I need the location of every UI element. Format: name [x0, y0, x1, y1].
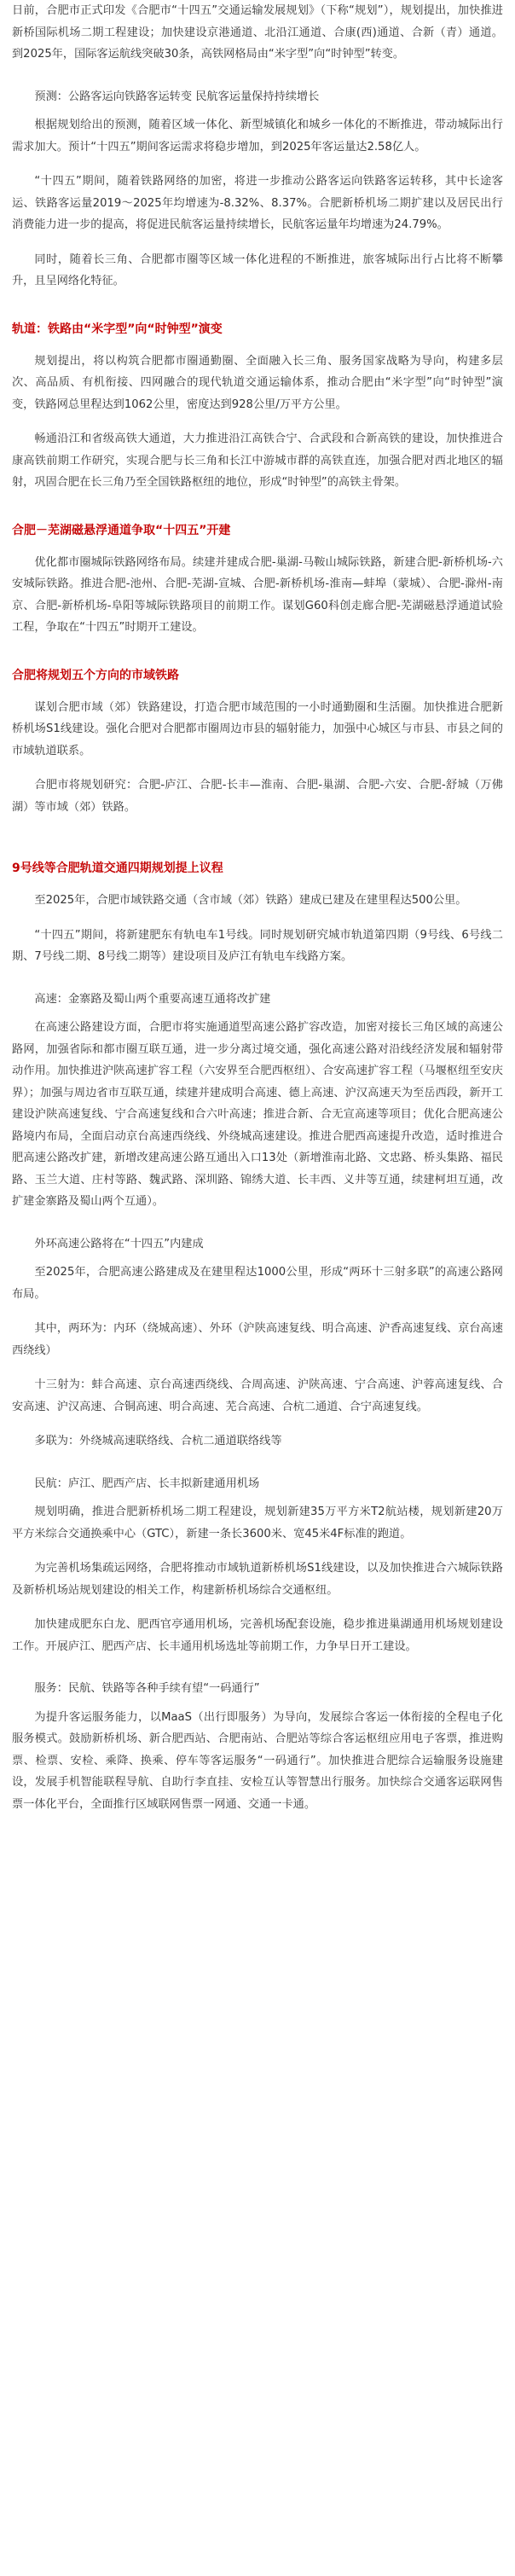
body-paragraph: 同时，随着长三角、合肥都市圈等区域一体化进程的不断推进，旅客城际出行占比将不断攀升，且呈网络化特征。	[12, 252, 503, 287]
section-heading: 服务：民航、铁路等各种手续有望“一码通行”	[34, 1682, 260, 1695]
body-paragraph: 规划提出，将以构筑合肥都市圈通勤圈、全面融入长三角、服务国家战略为导向，构建多层次、高品质、有机衔接、四网融合的现代轨道交通运输体系，推动合肥由“米字型”向“时钟型”演变，铁路网总里程达到1062公里，密度达到928公里/万平方公里。	[12, 354, 503, 411]
body-paragraph: 多联为：外绕城高速联络线、合杭二通道联络线等	[34, 1435, 282, 1448]
body-paragraph: 其中，两环为：内环（绕城高速）、外环（沪陕高速复线、明合高速、沪香高速复线、京台高速西绕线）	[12, 1322, 503, 1357]
section-heading-red: 轨道：铁路由“米字型”向“时钟型”演变	[12, 322, 223, 336]
body-paragraph: 为完善机场集疏运网络，合肥将推动市域轨道新桥机场S1线建设，以及加快推进合六城际铁路及新桥机场站规划建设的相关工作，构建新桥机场综合交通枢纽。	[12, 1562, 503, 1597]
section-heading: 外环高速公路将在“十四五”内建成	[34, 1237, 204, 1250]
section-heading: 民航：庐江、肥西产店、长丰拟新建通用机场	[34, 1477, 260, 1490]
body-paragraph: 优化都市圈城际铁路网络布局。续建并建成合肥-巢湖-马鞍山城际铁路，新建合肥-新桥机场-六安城际铁路。推进合肥-池州、合肥-芜湖-宣城、合肥-新桥机场-淮南—蚌埠（蒙城）、合肥-滁州-南京、合肥-新桥机场-阜阳等城际铁路项目的前期工作。谋划G60科创走廊合肥-芜湖磁悬浮通道试验工程，争取在“十四五”时期开工建设。	[12, 555, 503, 634]
section-heading-red: 9号线等合肥轨道交通四期规划提上议程	[12, 862, 223, 875]
body-paragraph: 加快建成肥东白龙、肥西官亭通用机场，完善机场配套设施，稳步推进巢湖通用机场规划建设工作。开展庐江、肥西产店、长丰通用机场选址等前期工作，力争早日开工建设。	[12, 1618, 503, 1653]
body-paragraph: 在高速公路建设方面，合肥市将实施通道型高速公路扩容改造，加密对接长三角区域的高速公路网，加强省际和都市圈互联互通，进一步分离过境交通，强化高速公路对沿线经济发展和辐射带动作用。加快推进沪陕高速扩容工程（六安界至合肥西枢纽）、合安高速扩容工程（马堰枢纽至安庆界）；加强与周边省市互联互通，续建并建成明合高速、德上高速、沪汉高速天为至岳西段，新开工建设沪陕高速复线、宁合高速复线和合六叶高速；推进合新、合无宣高速等项目；优化合肥高速公路境内布局，全面启动京台高速西绕线、外绕城高速建设。推进合肥西高速提升改造，适时推进合肥高速公路改扩建，新增改建高速公路互通出入口13处（新增淮南北路、文忠路、桥头集路、福民路、玉兰大道、庄村等路、魏武路、深圳路、锦绣大道、长丰西、义井等互通，续建柯坦互通，改扩建金寨路及蜀山两个互通）。	[12, 1021, 503, 1208]
body-paragraph: 谋划合肥市域（郊）铁路建设，打造合肥市域范围的一小时通勤圈和生活圈。加快推进合肥新桥机场S1线建设。强化合肥对合肥都市圈周边市县的辐射能力，加强中心城区与市县、市县之间的市域轨道联系。	[12, 700, 503, 757]
body-paragraph: 至2025年，合肥市域铁路交通（含市域（郊）铁路）建成已建及在建里程达500公里。	[34, 894, 467, 907]
body-paragraph: 合肥市将规划研究：合肥-庐江、合肥-长丰—淮南、合肥-巢湖、合肥-六安、合肥-舒城（万佛湖）等市域（郊）铁路。	[12, 779, 503, 814]
section-heading-red: 合肥将规划五个方向的市域铁路	[12, 668, 179, 682]
body-paragraph: “十四五”期间，随着铁路网络的加密，将进一步推动公路客运向铁路客运转移，其中长途客运、铁路客运量2019～2025年均增速为-8.32%、8.37%。合肥新桥机场二期扩建以及居民出行消费能力进一步的提高，将促进民航客运量持续增长，民航客运量年均增速为24.79%。	[12, 175, 503, 231]
body-paragraph: 根据规划给出的预测，随着区域一体化、新型城镇化和城乡一体化的不断推进，带动城际出行需求加大。预计“十四五”期间客运需求将稳步增加，到2025年客运量达2.58亿人。	[12, 119, 503, 154]
section-heading-red: 合肥－芜湖磁悬浮通道争取“十四五”开建	[12, 523, 231, 537]
section-heading: 高速：金寨路及蜀山两个重要高速互通将改扩建	[34, 992, 271, 1006]
body-paragraph: 十三射为：蚌合高速、京台高速西绕线、合周高速、沪陕高速、宁合高速、沪蓉高速复线、合安高速、沪汉高速、合铜高速、明合高速、芜合高速、合杭二通道、合宁高速复线。	[12, 1378, 503, 1413]
section-heading: 预测：公路客运向铁路客运转变 民航客运量保持持续增长	[34, 90, 320, 103]
body-paragraph: “十四五”期间，将新建肥东有轨电车1号线。同时规划研究城市轨道第四期（9号线、6号线二期、7号线二期、8号线二期等）建设项目及庐江有轨电车线路方案。	[12, 928, 503, 963]
body-paragraph: 为提升客运服务能力，以MaaS（出行即服务）为导向，发展综合客运一体衔接的全程电子化服务模式。鼓励新桥机场、新合肥西站、合肥南站、合肥站等综合客运枢纽应用电子客票，推进购票、检票、安检、乘降、换乘、停车等客运服务“一码通行”。加快推进合肥综合运输服务设施建设，发展手机智能联程导航、自助行李直挂、安检互认等智慧出行服务。加快综合交通客运联网售票一体化平台，全面推行区域联网售票一网通、交通一卡通。	[12, 1710, 503, 1811]
body-paragraph: 至2025年，合肥高速公路建成及在建里程达1000公里，形成“两环十三射多联”的高速公路网布局。	[12, 1266, 503, 1301]
intro-paragraph: 日前，合肥市正式印发《合肥市“十四五”交通运输发展规划》（下称“规划”），规划提出，加快推进新桥国际机场二期工程建设；加快建设京港通道、北沿江通道、合康(西)通道、合新（青）通道。到2025年，国际客运航线突破30条，高铁网格局由“米字型”向“时钟型”转变。	[12, 4, 503, 61]
body-paragraph: 规划明确，推进合肥新桥机场二期工程建设，规划新建35万平方米T2航站楼，规划新建20万平方米综合交通换乘中心（GTC），新建一条长3600米、宽45米4F标准的跑道。	[12, 1506, 503, 1540]
body-paragraph: 畅通沿江和省级高铁大通道，大力推进沿江高铁合宁、合武段和合新高铁的建设，加快推进合康高铁前期工作研究，实现合肥与长三角和长江中游城市群的高铁直连，加强合肥对西北地区的辐射，巩固合肥在长三角乃至全国铁路枢纽的地位，形成“时钟型”的高铁主骨架。	[12, 432, 503, 489]
